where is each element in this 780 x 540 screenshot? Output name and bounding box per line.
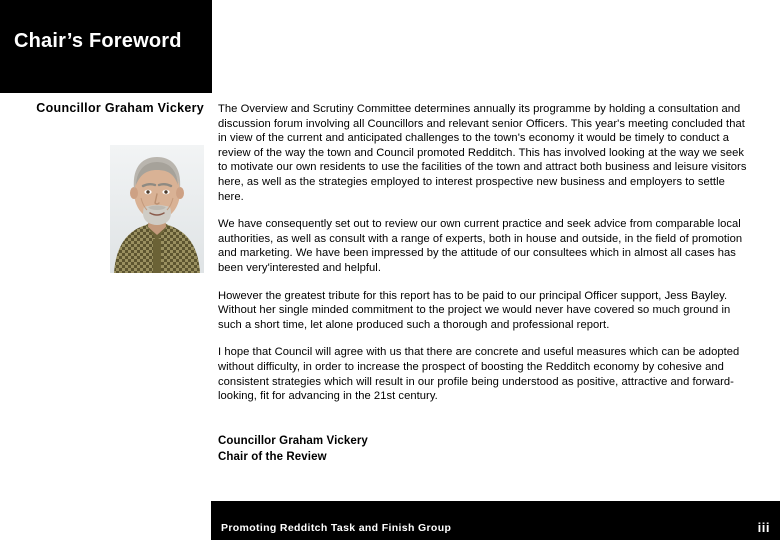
author-heading: Councillor Graham Vickery: [36, 101, 204, 115]
body-text-column: [218, 102, 748, 404]
paragraph-1: The Overview and Scrutiny Committee determines annually its programme by holding a consultation and discussion forum involving all Councillors and relevant senior Officers. This year's meeting concluded that in view of the current and anticipated challenges to the town's economy it would be timely to conduct a review of the way the town and Council promoted Redditch. This has involved looking at the way we seek to motivate our own residents to use the facilities of the town and attract both business and leisure visitors here, as well as the strategies employed to interest prospective new business and employers to settle here.: [218, 103, 747, 203]
author-column: [0, 100, 204, 117]
title-banner: [0, 0, 212, 93]
portrait-photo-graphic: [110, 145, 204, 273]
page-title: Chair’s Foreword: [14, 30, 182, 52]
signoff-block: [218, 433, 618, 465]
signoff-name: Councillor Graham Vickery: [218, 435, 368, 447]
paragraph-3: However the greatest tribute for this report has to be paid to our principal Officer support, Jess Bayley. Without her single minded commitment to the project we would never have covered so much ground in such a short time, let alone produced such a thorough and professional report.: [218, 289, 731, 331]
paragraph-2: We have consequently set out to review our own current practice and seek advice from comparable local authorities, as well as consult with a range of experts, both in house and outside, in the field of promotion and marketing. We have been impressed by the attitude of our consultees which in almost all cases has been very'interested and helpful.: [218, 218, 743, 274]
footer-title: Promoting Redditch Task and Finish Group: [221, 522, 452, 534]
page-number: iii: [757, 520, 770, 535]
paragraph-4: I hope that Council will agree with us that there are concrete and useful measures which can be adopted without difficulty, in order to increase the prospect of boosting the Redditch economy by cohesive and consistent strategies which will result in our profile being understood as positive, attractive and forward-looking, fit for advancing in the 21st century.: [218, 346, 740, 403]
footer-bar: [211, 501, 780, 540]
signoff-role: Chair of the Review: [218, 451, 327, 463]
portrait-photo: [110, 145, 204, 273]
